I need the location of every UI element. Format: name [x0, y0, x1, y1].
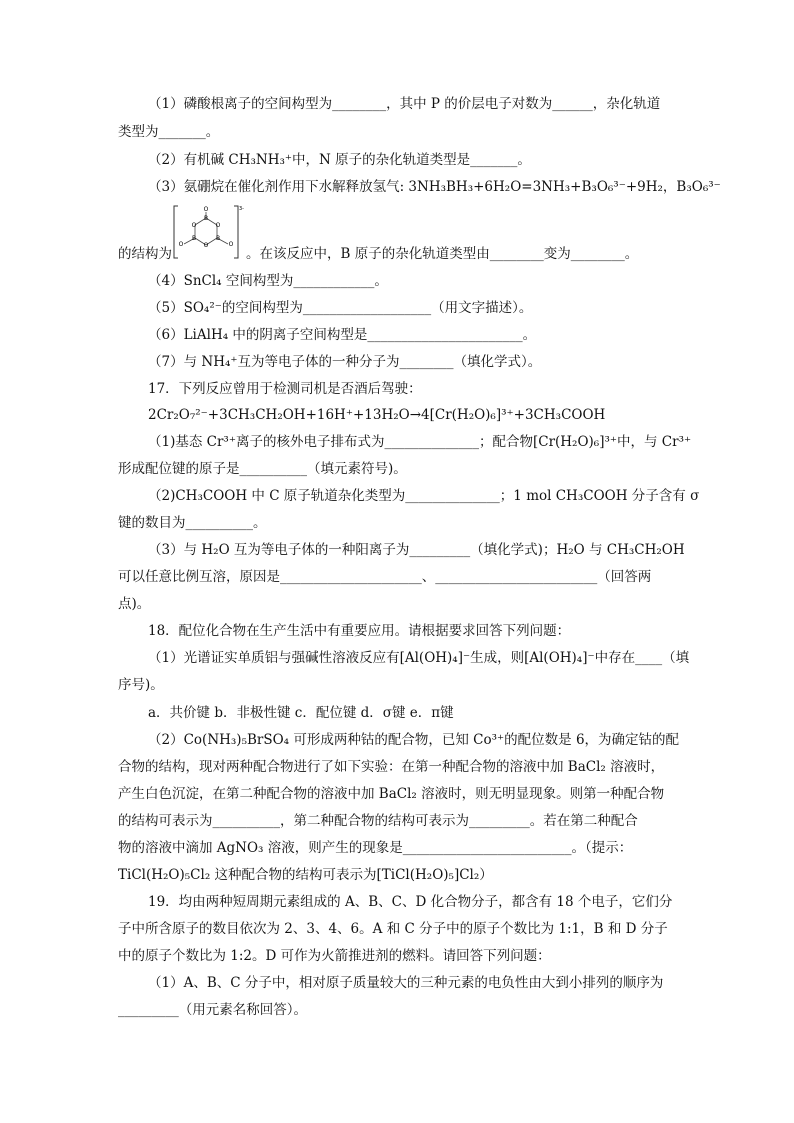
q16-5: （5）SO₄²⁻的空间构型为___________________（用文字描述）。	[148, 300, 533, 316]
q17-1-line2: 形成配位键的原子是__________（填元素符号)。	[118, 461, 407, 477]
atom-label: O	[178, 241, 184, 248]
q16-1-line1: （1）磷酸根离子的空间构型为________，其中 P 的价层电子对数为______，杂化轨道	[148, 96, 661, 112]
q17-equation: 2Cr₂O₇²⁻+3CH₃CH₂OH+16H⁺+13H₂O→4[Cr(H₂O)₆]³⁺+3CH₃COOH	[148, 407, 606, 423]
atom-label: B	[215, 235, 221, 242]
q16-7: （7）与 NH₄⁺互为等电子体的一种分子为________（填化学式）。	[148, 354, 542, 370]
charge-label: 3-	[239, 206, 244, 212]
q19-stem-line2: 子中所含原子的数目依次为 2、3、4、6。A 和 C 分子中的原子个数比为 1:1，B 和 D 分子	[118, 921, 668, 937]
q17-3-line3: 点)。	[118, 596, 151, 612]
q18-options: a．共价键 b．非极性键 c．配位键 d．σ键 e．π键	[148, 705, 454, 721]
q18-1-line2: 序号)。	[118, 677, 164, 693]
atom-label: B	[203, 215, 209, 222]
q16-3-line1: （3）氨硼烷在催化剂作用下水解释放氢气: 3NH₃BH₃+6H₂O=3NH₃+B₃O₆³⁻+9H₂，B₃O₆³⁻	[148, 179, 721, 195]
q18-2-line4: 的结构可表示为__________，第二种配合物的结构可表示为_________。若在第二种配合	[118, 813, 638, 829]
q18-1-line1: （1）光谱证实单质铝与强碱性溶液反应有[Al(OH)₄]⁻生成，则[Al(OH)₄]⁻中存在____（填	[148, 650, 690, 666]
atom-label: B	[191, 235, 197, 242]
q19-1-line1: （1）A、B、C 分子中，相对原子质量较大的三种元素的电负性由大到小排列的顺序为	[148, 975, 664, 991]
atom-label: O	[203, 242, 209, 249]
q19-stem-line1: 19．均由两种短周期元素组成的 A、B、C、D 化合物分子，都含有 18 个电子，它们分	[148, 894, 673, 910]
atom-label: O	[203, 206, 209, 213]
q19-1-line2: _________（用元素名称回答）。	[118, 1002, 307, 1018]
q16-1-line2: 类型为_______。	[118, 124, 220, 140]
q17-stem: 17．下列反应曾用于检测司机是否酒后驾驶：	[148, 381, 422, 397]
q17-3-line2: 可以任意比例互溶，原因是_____________________、________________________（回答两	[118, 569, 652, 585]
q17-2-line2: 键的数目为__________。	[118, 515, 267, 531]
q17-3-line1: （3）与 H₂O 互为等电子体的一种阳离子为_________（填化学式)；H₂O 与 CH₃CH₂OH	[148, 542, 685, 558]
q19-stem-line3: 中的原子个数比为 1:2。D 可作为火箭推进剂的燃料。请回答下列问题：	[118, 948, 551, 964]
q16-3-structure-prefix: 的结构为	[118, 246, 172, 262]
q18-2-line2: 合物的结构，现对两种配合物进行了如下实验：在第一种配合物的溶液中加 BaCl₂ 溶液时，	[118, 759, 665, 775]
q18-2-line1: （2）Co(NH₃)₅BrSO₄ 可形成两种钴的配合物，已知 Co³⁺的配位数是 6，为确定钴的配	[148, 732, 680, 748]
atom-label: O	[215, 222, 221, 229]
atom-label: O	[191, 222, 197, 229]
atom-label: O	[228, 241, 234, 248]
left-bracket	[174, 206, 178, 258]
q16-3-line2: 。在该反应中，B 原子的杂化轨道类型由________变为________。	[246, 246, 639, 262]
q18-2-line3: 产生白色沉淀，在第二种配合物的溶液中加 BaCl₂ 溶液时，则无明显现象。则第一种配合物	[118, 786, 665, 802]
ring-bonds	[195, 218, 217, 245]
q16-6: （6）LiAlH₄ 中的阴离子空间构型是_______________________。	[148, 327, 537, 343]
right-bracket	[234, 206, 238, 258]
q17-1-line1: （1)基态 Cr³⁺离子的核外电子排布式为______________；配合物[Cr(H₂O)₆]³⁺中，与 Cr³⁺	[148, 434, 692, 450]
q18-stem: 18．配位化合物在生产生活中有重要应用。请根据要求回答下列问题：	[148, 623, 571, 639]
q17-2-line1: （2)CH₃COOH 中 C 原子轨道杂化类型为______________；1 mol CH₃COOH 分子含有 σ	[148, 488, 700, 504]
b3o6-structure-diagram	[172, 204, 242, 260]
q16-2: （2）有机碱 CH₃NH₃⁺中，N 原子的杂化轨道类型是_______。	[148, 152, 531, 168]
q18-2-line5: 物的溶液中滴加 AgNO₃ 溶液，则产生的现象是_________________________。（提示：	[118, 840, 633, 856]
q18-2-line6: TiCl(H₂O)₅Cl₂ 这种配合物的结构可表示为[TiCl(H₂O)₅]Cl₂）	[118, 867, 493, 883]
q16-4: （4）SnCl₄ 空间构型为____________。	[148, 273, 388, 289]
